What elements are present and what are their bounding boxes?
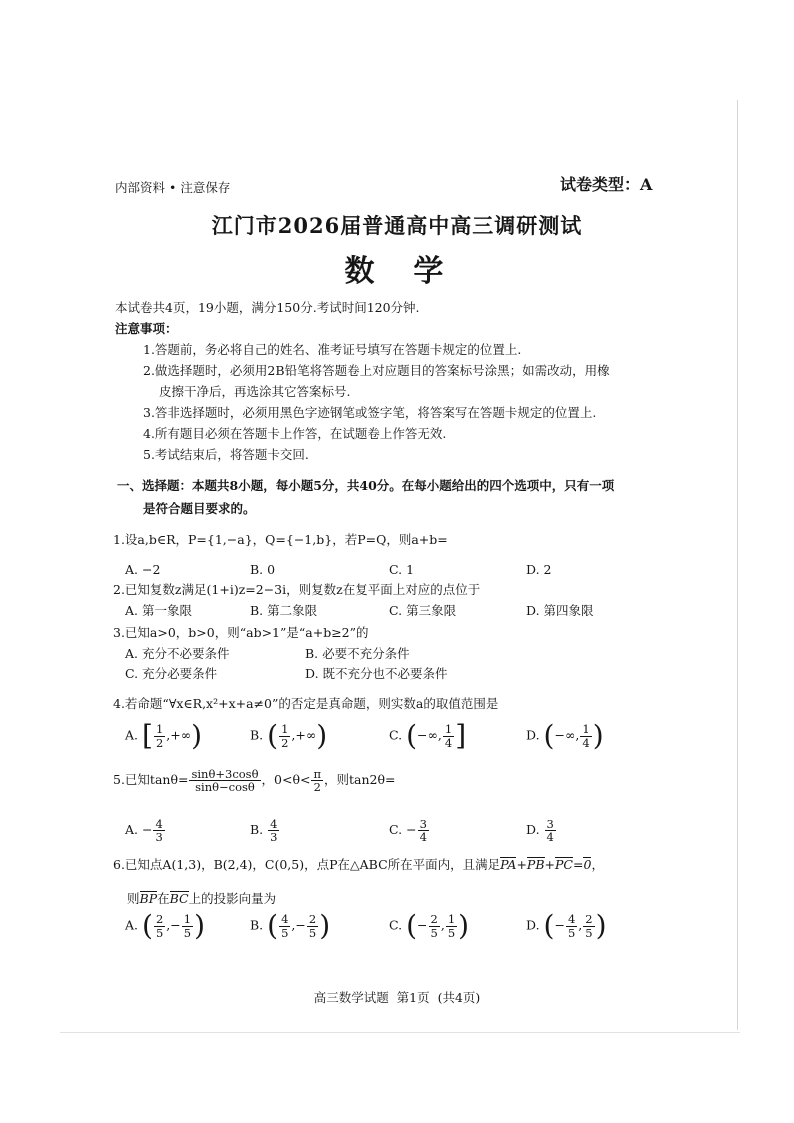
- q2-option-b: B. 第二象限: [250, 603, 318, 618]
- fraction: $\frac{4}{5}$: [567, 912, 576, 940]
- q5-option-a: A. − $\frac{4}{3}$: [125, 817, 163, 845]
- fraction: $\frac{2}{5}$: [430, 912, 438, 940]
- fraction: $\frac{4}{3}$: [270, 817, 278, 845]
- fraction: $\frac{1}{5}$: [447, 912, 456, 940]
- q2-option-d: D. 第四象限: [526, 603, 594, 618]
- page-footer: 高三数学试题 第1页 (共4页): [313, 990, 481, 1005]
- fraction: $\frac{1}{4}$: [582, 722, 590, 750]
- fraction: $\frac{4}{5}$: [281, 912, 289, 940]
- q6-option-d: D. (− $\frac{4}{5}$ , $\frac{2}{5}$ ): [526, 909, 607, 942]
- subject-title: 数 学: [344, 254, 450, 289]
- q1-option-d: D. 2: [526, 562, 552, 577]
- fraction: $\frac{2}{5}$: [585, 912, 593, 940]
- confidential-note: 内部资料 • 注意保存: [115, 180, 231, 195]
- question-6-stem: 6.已知点A(1,3)，B(2,4)，C(0,5)，点P在△ABC所在平面内，且满足PA+PB+PC=0，: [113, 857, 604, 872]
- fraction: $\frac{2}{5}$: [308, 912, 317, 940]
- exam-intro: 本试卷共4页，19小题，满分150分.考试时间120分钟.: [115, 300, 420, 315]
- q4-option-d: D. (−∞, $\frac{1}{4}$ ): [526, 719, 604, 752]
- fraction: $\frac{1}{2}$: [155, 722, 164, 750]
- q3-option-c: C. 充分必要条件: [125, 666, 218, 681]
- fraction: $\frac{\pi}{2}$: [313, 767, 322, 795]
- fraction: $\frac{3}{4}$: [546, 817, 554, 845]
- notice-item-4: 4.所有题目必须在答题卡上作答，在试题卷上作答无效.: [143, 426, 447, 441]
- question-1-stem: 1.设a,b∈R，P={1,−a}，Q={−1,b}，若P=Q，则a+b=: [113, 532, 448, 547]
- q1-option-a: A. −2: [125, 562, 161, 577]
- section-heading-cont: 是符合题目要求的。: [143, 501, 256, 516]
- notice-item-2: 2.做选择题时，必须用2B铅笔将答题卷上对应题目的答案标号涂黑；如需改动，用橡: [143, 363, 610, 378]
- q4-option-c: C. (−∞, $\frac{1}{4}$ ]: [389, 719, 467, 752]
- question-5-stem: 5.已知tanθ= $\frac{\sin\theta+3\cos\theta}{\sin\theta-\cos\theta}$ ，0<θ< $\frac{\pi}{2}$ ，则tan2θ=: [113, 767, 396, 795]
- notice-item-2-cont: 皮擦干净后，再选涂其它答案标号.: [159, 384, 351, 399]
- q2-option-c: C. 第三象限: [389, 603, 457, 618]
- q6-option-a: A. ( $\frac{2}{5}$ ,− $\frac{1}{5}$ ): [125, 909, 205, 942]
- question-4-stem: 4.若命题“∀x∈R,x²+x+a≠0”的否定是真命题，则实数a的取值范围是: [113, 696, 499, 711]
- notice-item-5: 5.考试结束后，将答题卡交回.: [143, 447, 309, 462]
- fraction: $\frac{4}{3}$: [155, 817, 163, 845]
- exam-title: 江门市2026届普通高中高三调研测试: [211, 213, 583, 238]
- q3-option-b: B. 必要不充分条件: [305, 646, 410, 661]
- fraction: $\frac{1}{5}$: [183, 912, 192, 940]
- q4-option-b: B. ( $\frac{1}{2}$ ,+∞): [250, 719, 328, 752]
- q6-option-b: B. ( $\frac{4}{5}$ ,− $\frac{2}{5}$ ): [250, 909, 331, 942]
- section-heading: 一、选择题：本题共8小题，每小题5分，共40分。在每小题给出的四个选项中，只有一项: [117, 478, 615, 493]
- q6-option-c: C. (− $\frac{2}{5}$ , $\frac{1}{5}$ ): [389, 909, 470, 942]
- fraction: $\frac{3}{4}$: [419, 817, 427, 845]
- q2-option-a: A. 第一象限: [125, 603, 192, 618]
- fraction: $\frac{\sin\theta+3\cos\theta}{\sin\theta-\cos\theta}$: [191, 767, 259, 795]
- q3-option-a: A. 充分不必要条件: [125, 646, 230, 661]
- scan-edge-bottom: [60, 1032, 740, 1033]
- fraction: $\frac{1}{4}$: [444, 722, 453, 750]
- fraction: $\frac{2}{5}$: [155, 912, 164, 940]
- question-6-stem-cont: 则BP在BC上的投影向量为: [127, 891, 277, 906]
- q5-option-d: D. $\frac{3}{4}$: [526, 817, 554, 845]
- q1-option-c: C. 1: [389, 562, 415, 577]
- notice-heading: 注意事项：: [115, 321, 178, 336]
- fraction: $\frac{1}{2}$: [281, 722, 289, 750]
- question-3-stem: 3.已知a>0，b>0，则“ab>1”是“a+b≥2”的: [113, 625, 369, 640]
- q5-option-b: B. $\frac{4}{3}$: [250, 817, 278, 845]
- q1-option-b: B. 0: [250, 562, 276, 577]
- q5-option-c: C. − $\frac{3}{4}$: [389, 817, 427, 845]
- paper-type: 试卷类型：A: [560, 175, 653, 194]
- notice-item-3: 3.答非选择题时，必须用黑色字迹钢笔或签字笔，将答案写在答题卡规定的位置上.: [143, 405, 597, 420]
- question-2-stem: 2.已知复数z满足(1+i)z=2−3i，则复数z在复平面上对应的点位于: [113, 582, 481, 597]
- notice-item-1: 1.答题前，务必将自己的姓名、准考证号填写在答题卡规定的位置上.: [143, 342, 522, 357]
- q3-option-d: D. 既不充分也不必要条件: [305, 666, 448, 681]
- q4-option-a: A. [ $\frac{1}{2}$ ,+∞): [125, 719, 203, 752]
